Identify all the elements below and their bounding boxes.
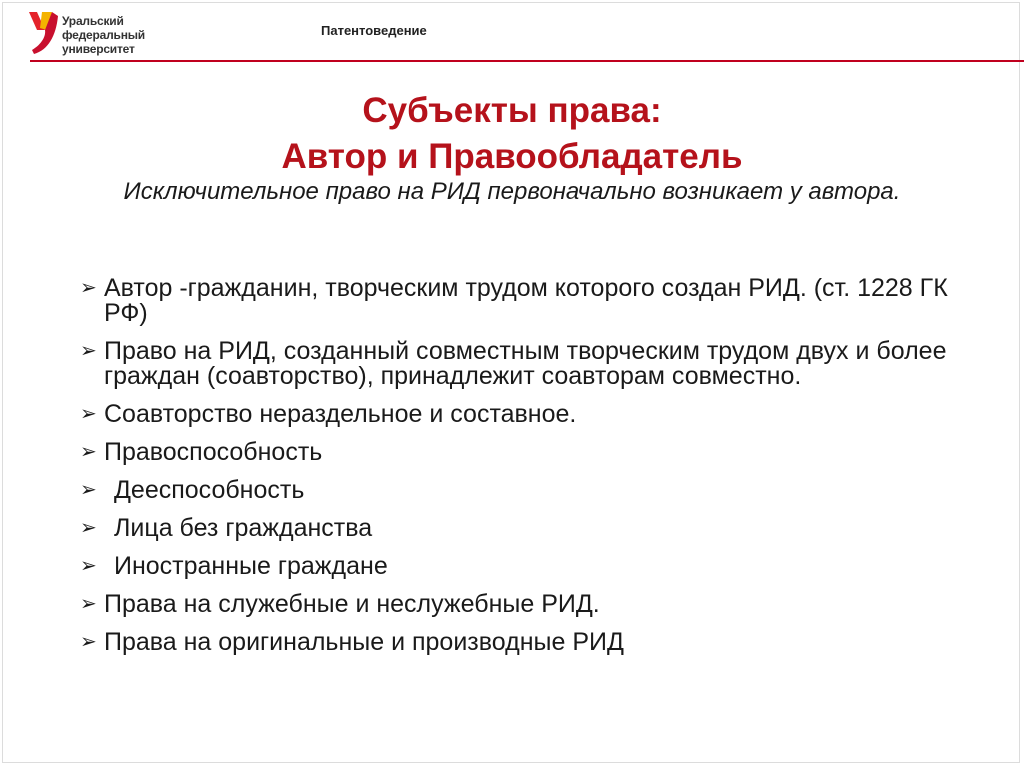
arrow-right-icon: ➢ — [80, 479, 97, 501]
bullet-item — [78, 554, 978, 579]
bullet-text: Автор -гражданин, творческим трудом которого создан РИД. (ст. 1228 ГК РФ) — [104, 274, 948, 327]
bullet-item — [78, 440, 978, 465]
slide-title — [0, 88, 1024, 180]
header-divider — [30, 60, 1024, 62]
bullet-text: Права на оригинальные и производные РИД — [104, 628, 624, 656]
course-title: Патентоведение — [321, 23, 427, 38]
bullet-item — [78, 630, 978, 655]
slide-title-line-1: Субъекты права: — [362, 91, 662, 130]
urfu-logo-icon — [26, 6, 60, 56]
bullet-item — [78, 592, 978, 617]
arrow-right-icon: ➢ — [80, 403, 97, 425]
arrow-right-icon: ➢ — [80, 517, 97, 539]
bullet-list — [78, 276, 978, 668]
logo-line-3: университет — [62, 42, 135, 56]
logo-wordmark — [62, 14, 145, 56]
bullet-item — [78, 402, 978, 427]
bullet-text: Соавторство нераздельное и составное. — [104, 400, 577, 428]
slide-title-line-2: Автор и Правообладатель — [281, 137, 743, 176]
bullet-text: Права на служебные и неслужебные РИД. — [104, 590, 600, 618]
arrow-right-icon: ➢ — [80, 277, 97, 299]
arrow-right-icon: ➢ — [80, 593, 97, 615]
arrow-right-icon: ➢ — [80, 631, 97, 653]
logo-line-1: Уральский — [62, 14, 124, 28]
university-logo — [26, 6, 176, 56]
bullet-item — [78, 276, 978, 326]
bullet-text: Лица без гражданства — [114, 514, 373, 542]
arrow-right-icon: ➢ — [80, 441, 97, 463]
bullet-text: Право на РИД, созданный совместным творческим трудом двух и более граждан (соавторство), принадлежит соавторам совместно. — [104, 337, 947, 390]
slide-subtitle: Исключительное право на РИД первоначально возникает у автора. — [123, 178, 901, 205]
arrow-right-icon: ➢ — [80, 340, 97, 362]
bullet-text: Дееспособность — [114, 476, 305, 504]
bullet-text: Правоспособность — [104, 438, 323, 466]
bullet-text: Иностранные граждане — [114, 552, 388, 580]
bullet-item — [78, 339, 978, 389]
bullet-item — [78, 478, 978, 503]
logo-line-2: федеральный — [62, 28, 145, 42]
arrow-right-icon: ➢ — [80, 555, 97, 577]
bullet-item — [78, 516, 978, 541]
slide-header — [0, 0, 1024, 64]
